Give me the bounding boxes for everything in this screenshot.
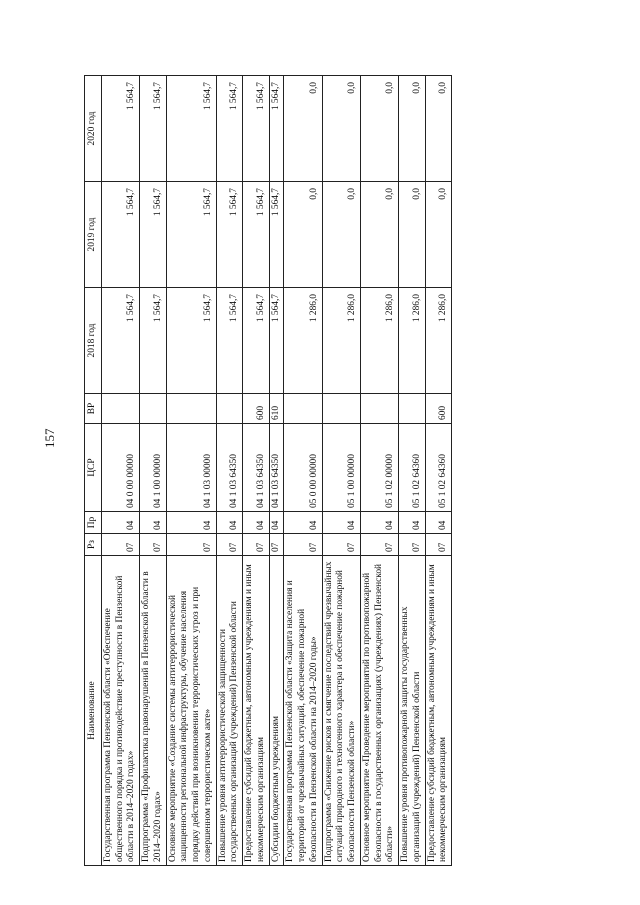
cell-rz: 07 <box>243 534 270 556</box>
cell-2019: 0,0 <box>425 182 452 288</box>
cell-name: Основное мероприятие «Создание системы антитеррористической защищенности региональной инфраструктуры, обучение населения порядку действий при возникновении террористических угроз и при совершенном террористическом акте» <box>166 556 216 866</box>
cell-name: Предоставление субсидий бюджетным, автономным учреждениям и иным некоммерческим организациям <box>243 556 270 866</box>
header-vr: ВР <box>85 394 102 424</box>
cell-pr: 04 <box>243 512 270 534</box>
cell-2020: 0,0 <box>322 76 360 182</box>
cell-vr: 600 <box>243 394 270 424</box>
header-name: Наименование <box>85 556 102 866</box>
cell-rz: 07 <box>166 534 216 556</box>
cell-pr: 04 <box>322 512 360 534</box>
cell-2018: 1 564,7 <box>140 288 167 394</box>
cell-rz: 07 <box>425 534 452 556</box>
rotated-table-container <box>84 76 560 866</box>
cell-name: Повышение уровня противопожарной защиты государственных организаций (учреждений) Пензенской области <box>399 556 426 866</box>
table-row <box>284 76 322 866</box>
header-rz: Рз <box>85 534 102 556</box>
table-row <box>166 76 216 866</box>
cell-2020: 0,0 <box>399 76 426 182</box>
cell-2019: 0,0 <box>399 182 426 288</box>
cell-2018: 1 564,7 <box>101 288 139 394</box>
cell-2020: 0,0 <box>360 76 398 182</box>
cell-2020: 1 564,7 <box>269 76 284 182</box>
cell-csr: 05 0 00 00000 <box>284 424 322 512</box>
cell-rz: 07 <box>322 534 360 556</box>
cell-name: Субсидии бюджетным учреждениям <box>269 556 284 866</box>
cell-pr: 04 <box>216 512 243 534</box>
cell-pr: 04 <box>101 512 139 534</box>
cell-pr: 04 <box>284 512 322 534</box>
cell-vr <box>216 394 243 424</box>
table-row <box>322 76 360 866</box>
cell-2020: 1 564,7 <box>216 76 243 182</box>
cell-name: Государственная программа Пензенской области «Обеспечение общественного порядка и противодействие преступности в Пензенской области в 2014–2020 годах» <box>101 556 139 866</box>
cell-2018: 1 286,0 <box>425 288 452 394</box>
cell-pr: 04 <box>166 512 216 534</box>
cell-2018: 1 564,7 <box>269 288 284 394</box>
cell-2019: 1 564,7 <box>269 182 284 288</box>
cell-2019: 0,0 <box>360 182 398 288</box>
cell-rz: 07 <box>101 534 139 556</box>
cell-rz: 07 <box>399 534 426 556</box>
cell-rz: 07 <box>360 534 398 556</box>
cell-2019: 1 564,7 <box>101 182 139 288</box>
cell-2019: 0,0 <box>284 182 322 288</box>
cell-name: Подпрограмма «Снижение рисков и смягчение последствий чрезвычайных ситуаций природного и техногенного характера и обеспечение пожарной безопасности Пензенской области» <box>322 556 360 866</box>
cell-rz: 07 <box>269 534 284 556</box>
table-row <box>216 76 243 866</box>
header-csr: ЦСР <box>85 424 102 512</box>
cell-2018: 1 286,0 <box>284 288 322 394</box>
cell-rz: 07 <box>284 534 322 556</box>
cell-2020: 0,0 <box>284 76 322 182</box>
cell-csr: 05 1 00 00000 <box>322 424 360 512</box>
cell-2019: 1 564,7 <box>216 182 243 288</box>
cell-pr: 04 <box>425 512 452 534</box>
cell-vr <box>140 394 167 424</box>
cell-2019: 1 564,7 <box>166 182 216 288</box>
cell-2019: 1 564,7 <box>243 182 270 288</box>
table-header-row <box>85 76 102 866</box>
cell-csr: 04 1 03 64350 <box>269 424 284 512</box>
cell-pr: 04 <box>140 512 167 534</box>
table-row <box>101 76 139 866</box>
cell-name: Основное мероприятие «Проведение мероприятий по противопожарной безопасности в государственных организациях (учреждениях) Пензенской области» <box>360 556 398 866</box>
page-number: 157 <box>42 428 57 448</box>
table-row <box>425 76 452 866</box>
header-2019: 2019 год <box>85 182 102 288</box>
cell-2018: 1 286,0 <box>360 288 398 394</box>
header-2020: 2020 год <box>85 76 102 182</box>
cell-csr: 05 1 02 64360 <box>399 424 426 512</box>
cell-2018: 1 286,0 <box>322 288 360 394</box>
cell-pr: 04 <box>399 512 426 534</box>
cell-csr: 05 1 02 64360 <box>425 424 452 512</box>
cell-csr: 04 1 03 00000 <box>166 424 216 512</box>
budget-table <box>84 75 452 866</box>
cell-rz: 07 <box>140 534 167 556</box>
cell-name: Предоставление субсидий бюджетным, автономным учреждениям и иным некоммерческим организациям <box>425 556 452 866</box>
cell-vr <box>360 394 398 424</box>
table-row <box>399 76 426 866</box>
cell-vr <box>101 394 139 424</box>
cell-2019: 0,0 <box>322 182 360 288</box>
cell-vr <box>399 394 426 424</box>
cell-2020: 1 564,7 <box>243 76 270 182</box>
cell-pr: 04 <box>269 512 284 534</box>
cell-2018: 1 286,0 <box>399 288 426 394</box>
cell-2018: 1 564,7 <box>216 288 243 394</box>
cell-csr: 04 1 00 00000 <box>140 424 167 512</box>
cell-rz: 07 <box>216 534 243 556</box>
header-2018: 2018 год <box>85 288 102 394</box>
cell-vr <box>322 394 360 424</box>
table-row <box>140 76 167 866</box>
cell-2018: 1 564,7 <box>243 288 270 394</box>
cell-2020: 0,0 <box>425 76 452 182</box>
cell-2020: 1 564,7 <box>101 76 139 182</box>
cell-vr: 610 <box>269 394 284 424</box>
table-row <box>243 76 270 866</box>
cell-vr: 600 <box>425 394 452 424</box>
cell-csr: 04 0 00 00000 <box>101 424 139 512</box>
table-row <box>269 76 284 866</box>
cell-name: Подпрограмма «Профилактика правонарушений в Пензенской области в 2014–2020 годах» <box>140 556 167 866</box>
cell-csr: 04 1 03 64350 <box>216 424 243 512</box>
cell-2019: 1 564,7 <box>140 182 167 288</box>
cell-csr: 04 1 03 64350 <box>243 424 270 512</box>
cell-2018: 1 564,7 <box>166 288 216 394</box>
table-row <box>360 76 398 866</box>
cell-vr <box>166 394 216 424</box>
cell-csr: 05 1 02 00000 <box>360 424 398 512</box>
header-pr: Пр <box>85 512 102 534</box>
cell-pr: 04 <box>360 512 398 534</box>
cell-2020: 1 564,7 <box>140 76 167 182</box>
cell-vr <box>284 394 322 424</box>
cell-name: Повышение уровня антитеррористической защищенности государственных организаций (учреждений) Пензенской области <box>216 556 243 866</box>
cell-name: Государственная программа Пензенской области «Защита населения и территорий от чрезвычайных ситуаций, обеспечение пожарной безопасности в Пензенской области на 2014–2020 годы» <box>284 556 322 866</box>
cell-2020: 1 564,7 <box>166 76 216 182</box>
